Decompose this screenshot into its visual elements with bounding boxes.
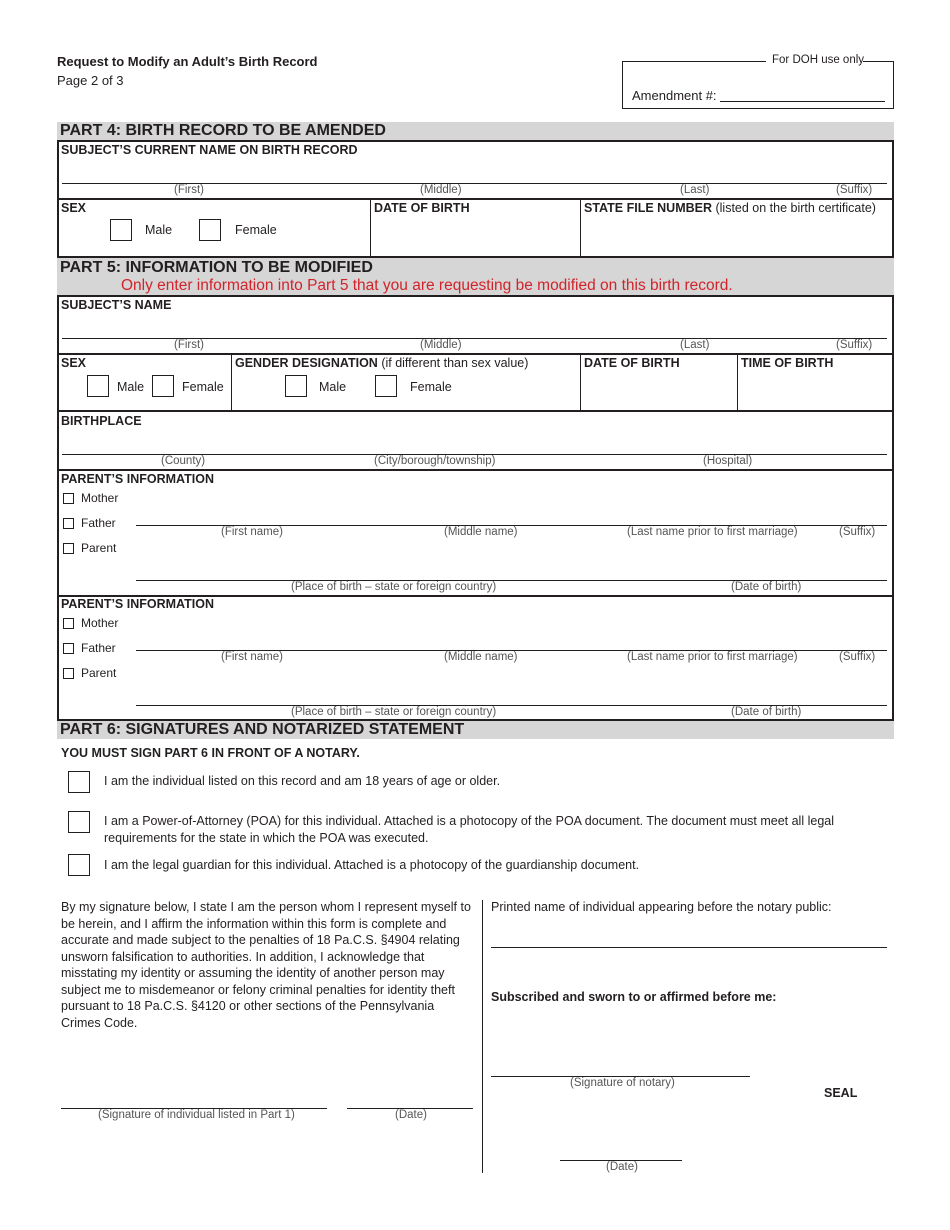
parent1-dob-caption: (Date of birth) <box>731 581 802 593</box>
p5-male-checkbox[interactable] <box>87 375 109 397</box>
notary-divider <box>482 900 483 1173</box>
hospital-caption: (Hospital) <box>703 455 753 467</box>
parent1-pob-caption: (Place of birth – state or foreign country) <box>291 581 497 593</box>
parent2-parent-label: Parent <box>81 666 117 680</box>
printed-name-field[interactable] <box>491 947 887 948</box>
p5-sex-label: SEX <box>61 356 87 370</box>
guardian-option-text: I am the legal guardian for this individual. Attached is a photocopy of the guardianship document. <box>104 858 640 872</box>
p4-dob-label: DATE OF BIRTH <box>374 201 470 215</box>
p4-middle-caption: (Middle) <box>420 184 462 196</box>
parent2-father-checkbox[interactable] <box>63 643 74 654</box>
parent2-first-caption: (First name) <box>221 651 283 663</box>
part6-heading: PART 6: SIGNATURES AND NOTARIZED STATEMENT <box>60 721 465 738</box>
p5-dob-label: DATE OF BIRTH <box>584 356 680 370</box>
sfn-label: STATE FILE NUMBER <box>584 201 713 215</box>
p4-female-checkbox[interactable] <box>199 219 221 241</box>
parent2-label: PARENT’S INFORMATION <box>61 597 215 611</box>
p4-suffix-caption: (Suffix) <box>836 184 873 196</box>
parent1-parent-label: Parent <box>81 541 117 555</box>
p4-female-label: Female <box>235 223 277 237</box>
parent2-dob-caption: (Date of birth) <box>731 706 802 718</box>
p4-last-caption: (Last) <box>680 184 710 196</box>
individual-date-caption: (Date) <box>395 1109 427 1121</box>
notary-date-caption: (Date) <box>606 1161 638 1173</box>
p5-last-caption: (Last) <box>680 339 710 351</box>
poa-option-text-line1: I am a Power-of-Attorney (POA) for this individual. Attached is a photocopy of the POA document. The document must meet all legal <box>104 814 834 828</box>
parent1-mother-label: Mother <box>81 491 119 505</box>
part5-heading: PART 5: INFORMATION TO BE MODIFIED <box>60 259 373 276</box>
city-caption: (City/borough/township) <box>374 455 496 467</box>
parent1-father-label: Father <box>81 516 116 530</box>
p4-sex-label: SEX <box>61 201 87 215</box>
p4-state-file-number-label <box>584 201 876 215</box>
notary-signature-caption: (Signature of notary) <box>570 1077 675 1089</box>
poa-option-text-line2: requirements for the state in which the POA was executed. <box>104 831 429 845</box>
printed-name-label: Printed name of individual appearing before the notary public: <box>491 900 832 914</box>
affirmation-statement: By my signature below, I state I am the person whom I represent myself to be herein, and I affirm the information within this form is complete and accurate and made subject to the penalties of 18 Pa.C.S. §4904 relating unsworn falsification to authorities. In addition, I acknowledge that misstating my identity or assuming the identity of another person may subject me to misdemeanor or felony criminal penalties for identity theft pursuant to 18 Pa.C.S. §4120 or other sections of the Pennsylvania Crimes Code. <box>61 900 471 1030</box>
sfn-note: (listed on the birth certificate) <box>712 201 876 215</box>
parent2-parent-checkbox[interactable] <box>63 668 74 679</box>
parent2-suffix-caption: (Suffix) <box>839 651 876 663</box>
part5-instruction: Only enter information into Part 5 that you are requesting be modified on this birth record. <box>121 277 733 294</box>
current-name-label: SUBJECT’S CURRENT NAME ON BIRTH RECORD <box>61 143 358 157</box>
birthplace-label: BIRTHPLACE <box>61 414 142 428</box>
poa-checkbox[interactable] <box>68 811 90 833</box>
individual-signature-caption: (Signature of individual listed in Part 1) <box>98 1109 295 1121</box>
parent1-mother-checkbox[interactable] <box>63 493 74 504</box>
parent1-father-checkbox[interactable] <box>63 518 74 529</box>
p4-male-label: Male <box>145 223 173 237</box>
gender-label: GENDER DESIGNATION <box>235 356 378 370</box>
p5-first-caption: (First) <box>174 339 205 351</box>
guardian-checkbox[interactable] <box>68 854 90 876</box>
parent2-father-label: Father <box>81 641 116 655</box>
p5-male-label: Male <box>117 380 145 394</box>
gender-male-checkbox[interactable] <box>285 375 307 397</box>
page-number: Page 2 of 3 <box>57 73 124 88</box>
county-caption: (County) <box>161 455 206 467</box>
parent2-pob-caption: (Place of birth – state or foreign country) <box>291 706 497 718</box>
p5-suffix-caption: (Suffix) <box>836 339 873 351</box>
parent1-first-caption: (First name) <box>221 526 283 538</box>
p5-middle-caption: (Middle) <box>420 339 462 351</box>
gender-designation-label <box>235 356 528 370</box>
p4-first-caption: (First) <box>174 184 205 196</box>
parent2-mother-checkbox[interactable] <box>63 618 74 629</box>
gender-female-label: Female <box>410 380 452 394</box>
parent1-last-caption: (Last name prior to first marriage) <box>627 526 798 538</box>
p5-female-checkbox[interactable] <box>152 375 174 397</box>
doh-use-label: For DOH use only <box>772 54 865 66</box>
parent2-last-caption: (Last name prior to first marriage) <box>627 651 798 663</box>
parent2-mother-label: Mother <box>81 616 119 630</box>
gender-female-checkbox[interactable] <box>375 375 397 397</box>
p5-tob-label: TIME OF BIRTH <box>741 356 834 370</box>
p4-male-checkbox[interactable] <box>110 219 132 241</box>
seal-label: SEAL <box>824 1086 858 1100</box>
parent1-label: PARENT’S INFORMATION <box>61 472 215 486</box>
gender-male-label: Male <box>319 380 347 394</box>
gender-note: (if different than sex value) <box>377 356 529 370</box>
parent1-middle-caption: (Middle name) <box>444 526 518 538</box>
form-title: Request to Modify an Adult’s Birth Record <box>57 54 318 69</box>
subject-name-label: SUBJECT’S NAME <box>61 298 172 312</box>
amendment-label: Amendment #: <box>632 88 717 103</box>
parent1-parent-checkbox[interactable] <box>63 543 74 554</box>
p5-female-label: Female <box>182 380 224 394</box>
individual-option-text: I am the individual listed on this record and am 18 years of age or older. <box>104 774 501 788</box>
amendment-field[interactable] <box>720 101 885 102</box>
must-sign-notice: YOU MUST SIGN PART 6 IN FRONT OF A NOTARY. <box>61 746 360 760</box>
part4-heading: PART 4: BIRTH RECORD TO BE AMENDED <box>60 122 386 139</box>
parent1-suffix-caption: (Suffix) <box>839 526 876 538</box>
sworn-label: Subscribed and sworn to or affirmed before me: <box>491 990 777 1004</box>
parent2-middle-caption: (Middle name) <box>444 651 518 663</box>
individual-checkbox[interactable] <box>68 771 90 793</box>
